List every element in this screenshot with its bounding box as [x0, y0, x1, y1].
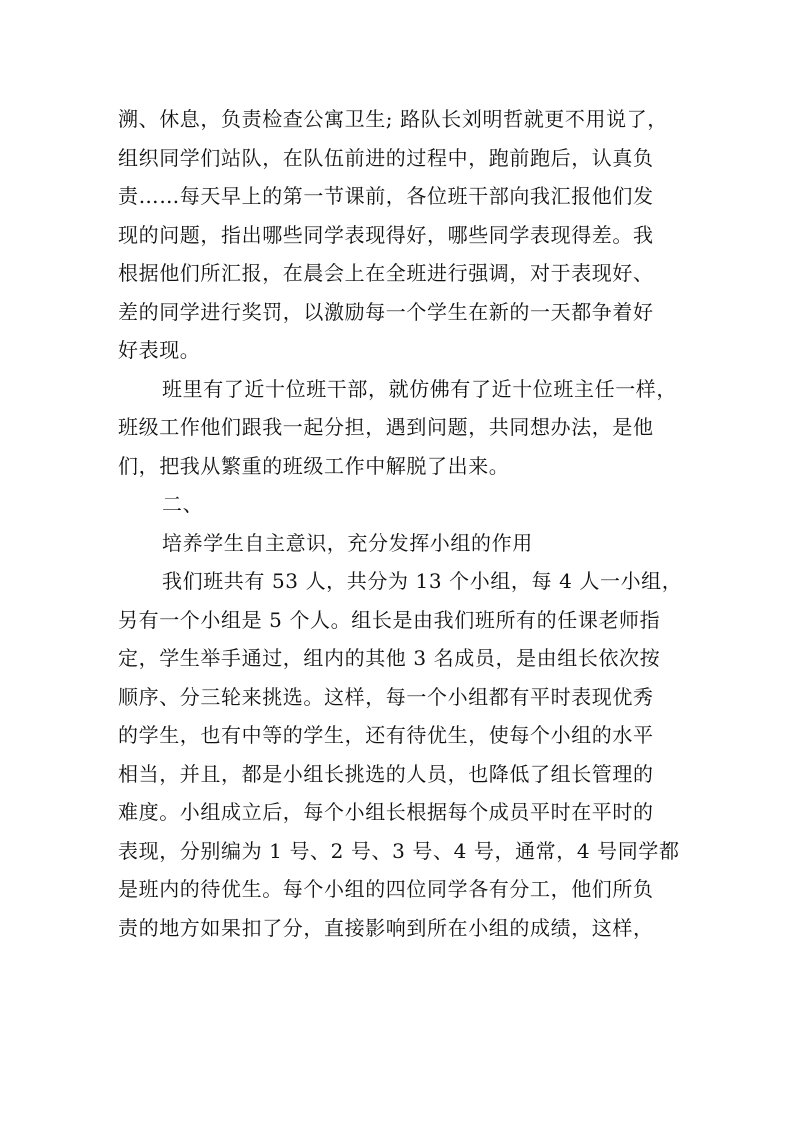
text-line: 另有一个小组是 5 个人。组长是由我们班所有的任课老师指	[118, 607, 661, 632]
text-line: 班级工作他们跟我一起分担，遇到问题，共同想办法，是他	[118, 415, 654, 439]
text-line: 责的地方如果扣了分，直接影响到所在小组的成绩，这样，	[118, 915, 654, 940]
text-line: 们，把我从繁重的班级工作中解脱了出来。	[118, 453, 510, 478]
text-line: 溯、休息，负责检查公寓卫生; 路队长刘明哲就更不用说了，	[118, 107, 668, 131]
text-line: 我们班共有 53 人，共分为 13 个小组，每 4 人一小组，	[162, 569, 683, 593]
section-number: 二、	[162, 492, 204, 516]
body-text	[118, 100, 683, 947]
text-line: 的学生，也有中等的学生，还有待优生，使每个小组的水平	[118, 723, 654, 747]
text-line: 根据他们所汇报，在晨会上在全班进行强调，对于表现好、	[118, 261, 654, 285]
text-line: 定，学生举手通过，组内的其他 3 名成员，是由组长依次按	[118, 646, 661, 670]
text-line: 顺序、分三轮来挑选。这样，每一个小组都有平时表现优秀	[118, 684, 654, 709]
text-line: 好表现。	[118, 338, 201, 362]
text-line: 是班内的待优生。每个小组的四位同学各有分工，他们所负	[118, 877, 654, 901]
text-line: 难度。小组成立后，每个小组长根据每个成员平时在平时的	[118, 800, 654, 824]
text-line: 相当，并且，都是小组长挑选的人员，也降低了组长管理的	[118, 761, 654, 786]
text-line: 差的同学进行奖罚，以激励每一个学生在新的一天都争着好	[118, 299, 654, 324]
section-heading: 培养学生自主意识，充分发挥小组的作用	[162, 530, 533, 555]
text-line: 现的问题，指出哪些同学表现得好，哪些同学表现得差。我	[118, 222, 654, 247]
text-line: 班里有了近十位班干部，就仿佛有了近十位班主任一样，	[162, 376, 677, 401]
text-line: 责……每天早上的第一节课前，各位班干部向我汇报他们发	[118, 184, 654, 208]
text-line: 组织同学们站队，在队伍前进的过程中，跑前跑后，认真负	[118, 145, 654, 170]
text-line: 表现，分别编为 1 号、2 号、3 号、4 号，通常，4 号同学都	[118, 838, 680, 863]
